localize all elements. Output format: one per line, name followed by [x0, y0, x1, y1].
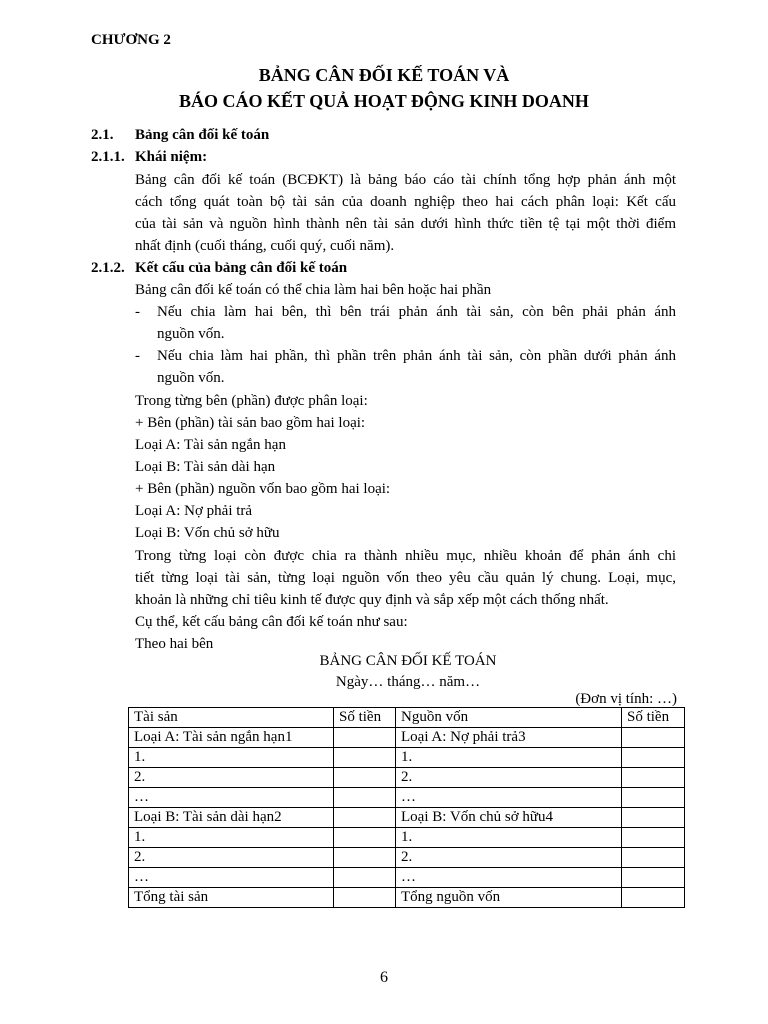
- table-row: [129, 828, 685, 848]
- table-cell: [334, 788, 396, 808]
- bullet-dash: -: [135, 304, 140, 320]
- table-cell: Loại A: Tài sản ngắn hạn1: [129, 728, 334, 748]
- header-amount: Số tiền: [334, 708, 396, 728]
- table-cell: [622, 748, 685, 768]
- table-cell: Loại B: Vốn chủ sở hữu4: [396, 808, 622, 828]
- definition-line: cách tổng quát toàn bộ tài sản của doanh nghiệp theo hai cách phân loại: Kết cấu: [135, 194, 676, 210]
- table-cell: [622, 808, 685, 828]
- table-cell: Loại A: Nợ phải trả3: [396, 728, 622, 748]
- table-total-row: [129, 888, 685, 908]
- header-capital-sources: Nguồn vốn: [396, 708, 622, 728]
- table-cell: [622, 788, 685, 808]
- table-cell: [622, 768, 685, 788]
- definition-line: nhất định (cuối tháng, cuối quý, cuối năm).: [135, 238, 395, 254]
- table-cell: [622, 728, 685, 748]
- table-cell: …: [129, 868, 334, 888]
- classification-line: + Bên (phần) nguồn vốn bao gồm hai loại:: [135, 481, 391, 497]
- header-assets: Tài sản: [129, 708, 334, 728]
- table-cell: 2.: [129, 848, 334, 868]
- bullet-1-line: Nếu chia làm hai bên, thì bên trái phản ánh tài sản, còn bên phải phản ánh: [157, 304, 676, 320]
- specific-structure-line: Cụ thể, kết cấu bảng cân đối kế toán như sau:: [135, 614, 408, 630]
- table-cell: [334, 748, 396, 768]
- page-number: 6: [380, 969, 388, 986]
- table-row: [129, 868, 685, 888]
- bullet-2-line: nguồn vốn.: [157, 370, 225, 386]
- table-cell: 2.: [396, 848, 622, 868]
- title-line-1: BẢNG CÂN ĐỐI KẾ TOÁN VÀ: [258, 65, 510, 85]
- classification-line: Loại A: Tài sản ngắn hạn: [135, 437, 286, 453]
- definition-line: Bảng cân đối kế toán (BCĐKT) là bảng báo cáo tài chính tổng hợp phản ánh một: [135, 172, 676, 188]
- detail-line: Trong từng loại còn được chia ra thành nhiều mục, nhiều khoản để phản ánh chi: [135, 548, 676, 564]
- unit-label: (Đơn vị tính: …): [575, 691, 677, 707]
- table-cell: [622, 888, 685, 908]
- table-row: [129, 848, 685, 868]
- table-cell: 2.: [396, 768, 622, 788]
- bullet-dash: -: [135, 348, 140, 364]
- chapter-label: CHƯƠNG 2: [91, 32, 171, 48]
- table-cell: [334, 808, 396, 828]
- classification-line: + Bên (phần) tài sản bao gồm hai loại:: [135, 415, 366, 431]
- table-cell: Tổng nguồn vốn: [396, 888, 622, 908]
- table-cell: 2.: [129, 768, 334, 788]
- title-line-2: BÁO CÁO KẾT QUẢ HOẠT ĐỘNG KINH DOANH: [179, 91, 589, 111]
- table-row: [129, 728, 685, 748]
- table-cell: [334, 728, 396, 748]
- table-row: [129, 748, 685, 768]
- table-cell: Tổng tài sản: [129, 888, 334, 908]
- table-cell: [334, 848, 396, 868]
- table-cell: …: [129, 788, 334, 808]
- table-header-row: [129, 708, 685, 728]
- classification-line: Loại B: Vốn chủ sở hữu: [135, 525, 280, 541]
- detail-line: khoản là những chỉ tiêu kinh tế được quy định và sắp xếp một cách thống nhất.: [135, 592, 609, 608]
- table-cell: [622, 848, 685, 868]
- bullet-1-line: nguồn vốn.: [157, 326, 225, 342]
- structure-intro: Bảng cân đối kế toán có thể chia làm hai bên hoặc hai phần: [135, 282, 492, 298]
- table-cell: 1.: [129, 828, 334, 848]
- table-title: BẢNG CÂN ĐỐI KẾ TOÁN: [319, 653, 497, 669]
- classification-line: Loại B: Tài sản dài hạn: [135, 459, 276, 475]
- balance-sheet-table: [128, 707, 685, 908]
- table-cell: [622, 828, 685, 848]
- table-cell: Loại B: Tài sản dài hạn2: [129, 808, 334, 828]
- table-cell: 1.: [396, 748, 622, 768]
- classification-line: Trong từng bên (phần) được phân loại:: [135, 393, 368, 409]
- heading-2-1-number: 2.1.: [91, 127, 114, 143]
- table-row: [129, 788, 685, 808]
- heading-2-1-1-number: 2.1.1.: [91, 149, 125, 165]
- heading-2-1-1: Khái niệm:: [135, 149, 208, 165]
- heading-2-1: Bảng cân đối kế toán: [135, 127, 270, 143]
- two-sides-label: Theo hai bên: [135, 636, 214, 652]
- table-row: [129, 808, 685, 828]
- table-cell: [334, 868, 396, 888]
- table-cell: [334, 888, 396, 908]
- table-cell: [622, 868, 685, 888]
- table-cell: …: [396, 868, 622, 888]
- table-cell: [334, 768, 396, 788]
- table-row: [129, 768, 685, 788]
- table-cell: 1.: [396, 828, 622, 848]
- table-cell: [334, 828, 396, 848]
- classification-line: Loại A: Nợ phải trả: [135, 503, 253, 519]
- table-date: Ngày… tháng… năm…: [335, 674, 481, 690]
- table-cell: …: [396, 788, 622, 808]
- heading-2-1-2-number: 2.1.2.: [91, 260, 125, 276]
- bullet-2-line: Nếu chia làm hai phần, thì phần trên phản ánh tài sản, còn phần dưới phản ánh: [157, 348, 676, 364]
- header-amount: Số tiền: [622, 708, 685, 728]
- table-cell: 1.: [129, 748, 334, 768]
- definition-line: của tài sản và nguồn hình thành nên tài sản dưới hình thức tiền tệ tại một thời điểm: [135, 216, 676, 232]
- heading-2-1-2: Kết cấu của bảng cân đối kế toán: [135, 260, 348, 276]
- detail-line: tiết từng loại tài sản, từng loại nguồn vốn theo yêu cầu quản lý chung. Loại, mục,: [135, 570, 676, 586]
